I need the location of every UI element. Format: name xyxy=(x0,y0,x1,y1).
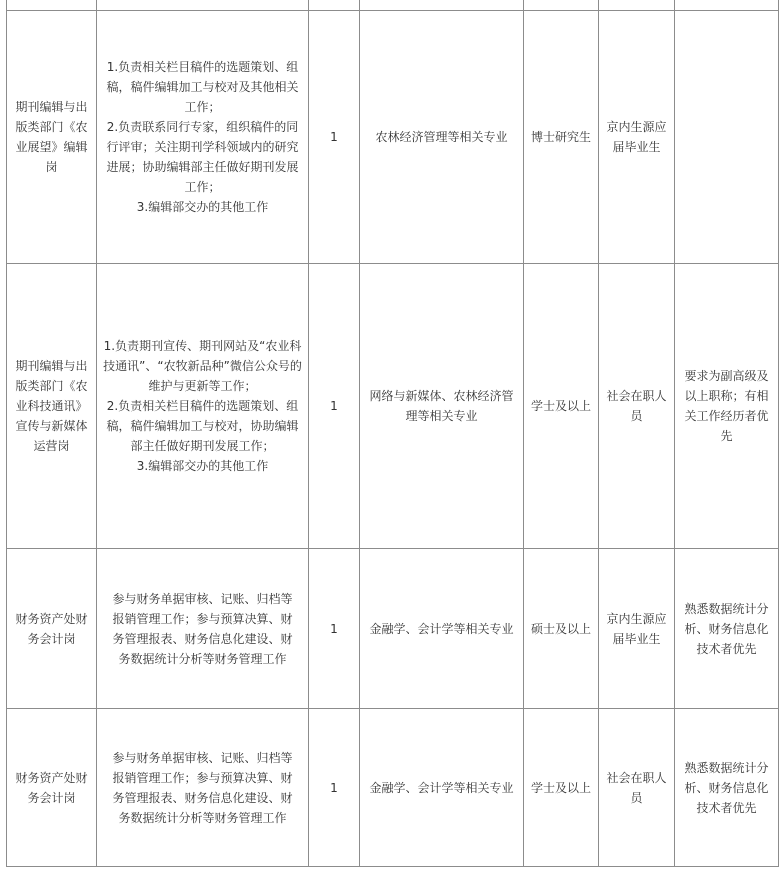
stub-cell xyxy=(309,0,360,11)
other-requirements-cell xyxy=(675,11,779,264)
duty-item: 2.负责相关栏目稿件的选题策划、组稿，稿件编辑加工与校对，协助编辑部主任做好期刊发展工作； xyxy=(106,399,299,453)
major-cell: 农林经济管理等相关专业 xyxy=(360,11,524,264)
duties-cell xyxy=(97,549,309,709)
duty-item: 参与财务单据审核、记账、归档等报销管理工作；参与预算决算、财务管理报表、财务信息化建设、财务数据统计分析等财务管理工作 xyxy=(112,591,293,666)
other-requirements-cell: 熟悉数据统计分析、财务信息化技术者优先 xyxy=(675,549,779,709)
recruitment-table xyxy=(6,0,779,867)
other-requirements-cell: 熟悉数据统计分析、财务信息化技术者优先 xyxy=(675,709,779,867)
table-row-stub xyxy=(7,0,779,11)
table-row xyxy=(7,549,779,709)
duty-item: 3.编辑部交办的其他工作 xyxy=(136,200,269,214)
duties-cell xyxy=(97,709,309,867)
stub-cell xyxy=(524,0,599,11)
headcount-cell: 1 xyxy=(309,549,360,709)
duties-cell xyxy=(97,264,309,549)
education-cell: 博士研究生 xyxy=(524,11,599,264)
stub-cell xyxy=(97,0,309,11)
duty-item: 3.编辑部交办的其他工作 xyxy=(136,459,269,473)
duty-item: 2.负责联系同行专家，组织稿件的同行评审；关注期刊学科领域内的研究进展；协助编辑部主任做好期刊发展工作； xyxy=(106,120,299,194)
source-cell: 京内生源应届毕业生 xyxy=(599,549,675,709)
major-cell: 金融学、会计学等相关专业 xyxy=(360,709,524,867)
headcount-cell: 1 xyxy=(309,709,360,867)
major-cell: 金融学、会计学等相关专业 xyxy=(360,549,524,709)
position-cell: 财务资产处财务会计岗 xyxy=(7,549,97,709)
education-cell: 硕士及以上 xyxy=(524,549,599,709)
duty-item: 1.负责相关栏目稿件的选题策划、组稿，稿件编辑加工与校对及其他相关工作； xyxy=(106,60,299,114)
source-cell: 社会在职人员 xyxy=(599,709,675,867)
stub-cell xyxy=(675,0,779,11)
education-cell: 学士及以上 xyxy=(524,264,599,549)
table-row xyxy=(7,11,779,264)
source-cell: 社会在职人员 xyxy=(599,264,675,549)
duty-item: 参与财务单据审核、记账、归档等报销管理工作；参与预算决算、财务管理报表、财务信息化建设、财务数据统计分析等财务管理工作 xyxy=(112,750,293,825)
other-requirements-cell: 要求为副高级及以上职称；有相关工作经历者优先 xyxy=(675,264,779,549)
duties-cell xyxy=(97,11,309,264)
position-cell: 期刊编辑与出版类部门《农业科技通讯》宣传与新媒体运营岗 xyxy=(7,264,97,549)
stub-cell xyxy=(599,0,675,11)
stub-cell xyxy=(360,0,524,11)
duty-item: 1.负责期刊宣传、期刊网站及“农业科技通讯”、“农牧新品种”微信公众号的维护与更新等工作； xyxy=(103,339,302,393)
position-cell: 期刊编辑与出版类部门《农业展望》编辑岗 xyxy=(7,11,97,264)
source-cell: 京内生源应届毕业生 xyxy=(599,11,675,264)
table-row xyxy=(7,709,779,867)
major-cell: 网络与新媒体、农林经济管理等相关专业 xyxy=(360,264,524,549)
position-cell: 财务资产处财务会计岗 xyxy=(7,709,97,867)
stub-cell xyxy=(7,0,97,11)
headcount-cell: 1 xyxy=(309,264,360,549)
table-row xyxy=(7,264,779,549)
education-cell: 学士及以上 xyxy=(524,709,599,867)
headcount-cell: 1 xyxy=(309,11,360,264)
